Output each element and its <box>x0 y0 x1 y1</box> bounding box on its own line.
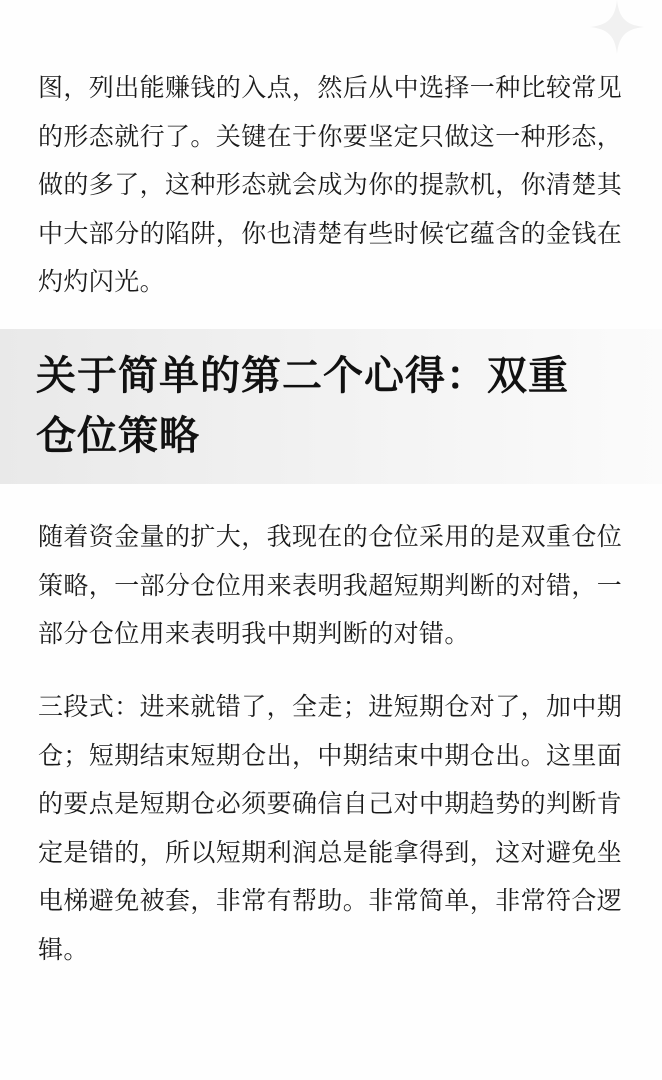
paragraph-three-stage: 三段式：进来就错了，全走；进短期仓对了，加中期 仓；短期结束短期仓出，中期结束中期仓出。这里面 的要点是短期仓必须要确信自己对中期趋势的判断肯 定是错的，所以短期利润总是能拿得到，这对避免坐 电梯避免被套，非常有帮助。非常简单，非常符合逻 辑。 <box>38 692 623 964</box>
paragraph-position-strategy: 随着资金量的扩大，我现在的仓位采用的是双重仓位 策略，一部分仓位用来表明我超短期判断的对错，一 部分仓位用来表明我中期判断的对错。 <box>38 522 623 648</box>
paragraph-intro: 图，列出能赚钱的入点，然后从中选择一种比较常见 的形态就行了。关键在于你要坚定只做这一种形态， 做的多了，这种形态就会成为你的提款机，你清楚其 中大部分的陷阱，你也清楚有些时候它蕴含的金钱在 灼灼闪光。 <box>38 73 623 296</box>
section-heading: 关于简单的第二个心得：双重 仓位策略 <box>36 353 569 459</box>
sparkle-icon <box>590 0 644 54</box>
